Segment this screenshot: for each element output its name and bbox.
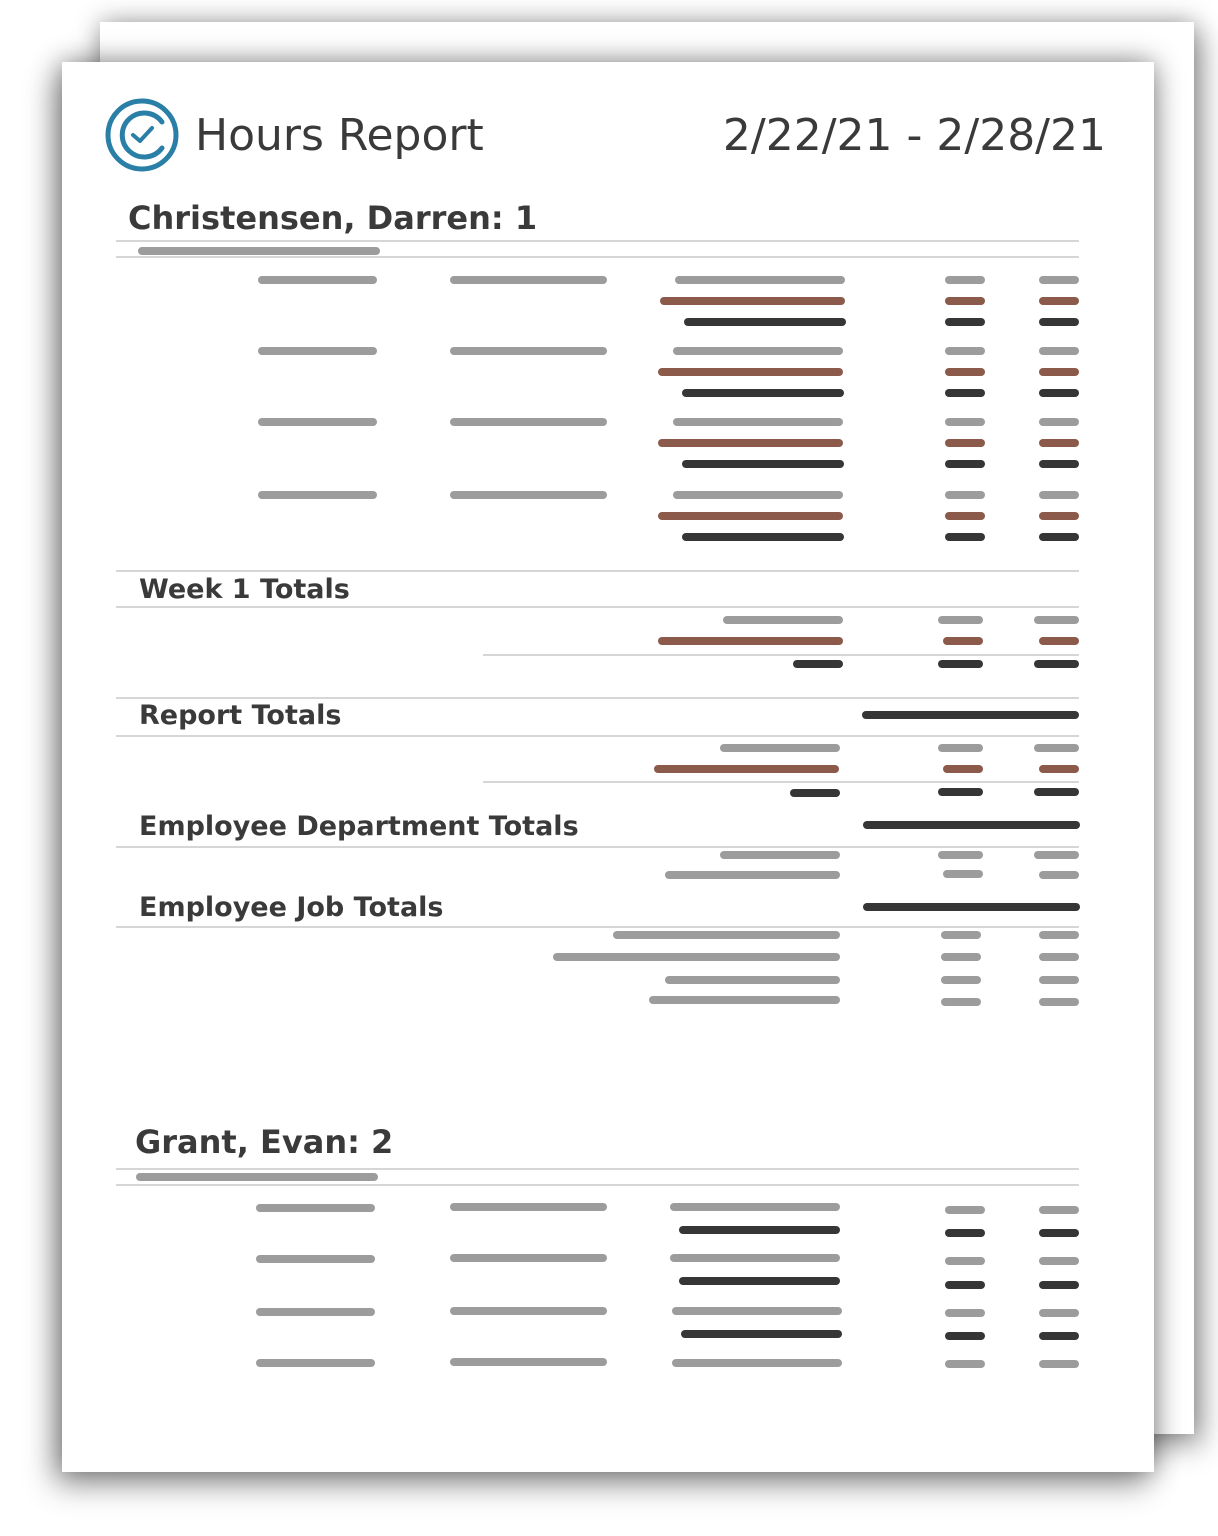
placeholder-bar [1039,1281,1079,1289]
placeholder-bar [1039,460,1079,468]
divider [483,781,1079,783]
placeholder-bar [945,1332,985,1340]
placeholder-bar [1039,1360,1079,1368]
divider [116,606,1079,608]
placeholder-bar [862,711,1079,719]
placeholder-bar [945,297,985,305]
placeholder-bar [1034,851,1079,859]
placeholder-bar [720,744,840,752]
divider [116,735,1079,737]
placeholder-bar [1039,871,1079,879]
placeholder-bar [945,439,985,447]
placeholder-bar [945,1229,985,1237]
placeholder-bar [553,953,840,961]
divider [116,1184,1079,1186]
placeholder-bar [945,460,985,468]
placeholder-bar [684,318,846,326]
divider [116,926,1079,928]
placeholder-bar [673,418,843,426]
placeholder-bar [1039,347,1079,355]
placeholder-bar [941,976,981,984]
placeholder-bar [1039,976,1079,984]
placeholder-bar [723,616,843,624]
placeholder-bar [658,637,843,645]
placeholder-bar [1039,1206,1079,1214]
placeholder-bar [256,1359,375,1367]
placeholder-bar [1039,368,1079,376]
placeholder-bar [945,1206,985,1214]
placeholder-bar [673,347,843,355]
placeholder-bar [682,460,844,468]
placeholder-bar [613,931,840,939]
placeholder-bar [1039,1229,1079,1237]
placeholder-bar [136,1173,378,1181]
placeholder-bar [450,1307,607,1315]
placeholder-bar [649,996,840,1004]
placeholder-bar [945,276,985,284]
placeholder-bar [943,870,983,878]
report-totals-heading: Report Totals [139,700,342,731]
placeholder-bar [720,851,840,859]
placeholder-bar [450,418,607,426]
placeholder-bar [138,247,380,255]
divider [483,654,1079,656]
placeholder-bar [938,616,983,624]
placeholder-bar [1034,660,1079,668]
placeholder-bar [256,1255,375,1263]
placeholder-bar [658,439,843,447]
placeholder-bar [258,276,377,284]
placeholder-bar [943,637,983,645]
placeholder-bar [1039,1332,1079,1340]
week-totals-heading: Week 1 Totals [139,574,350,605]
placeholder-bar [1039,533,1079,541]
placeholder-bar [938,851,983,859]
placeholder-bar [941,998,981,1006]
placeholder-bar [672,1307,842,1315]
clock-c-logo-icon [104,97,180,173]
placeholder-bar [945,1309,985,1317]
placeholder-bar [1039,276,1079,284]
placeholder-bar [1039,491,1079,499]
placeholder-bar [670,1254,840,1262]
placeholder-bar [1039,765,1079,773]
placeholder-bar [450,276,607,284]
placeholder-bar [1039,998,1079,1006]
placeholder-bar [681,1330,842,1338]
placeholder-bar [258,347,377,355]
placeholder-bar [1039,418,1079,426]
divider [116,846,1079,848]
placeholder-bar [450,1254,607,1262]
employee-heading-2: Grant, Evan: 2 [135,1123,394,1161]
employee-heading-1: Christensen, Darren: 1 [128,199,538,237]
placeholder-bar [658,368,843,376]
job-totals-heading: Employee Job Totals [139,892,444,923]
placeholder-bar [1039,297,1079,305]
placeholder-bar [1039,512,1079,520]
placeholder-bar [945,318,985,326]
placeholder-bar [945,347,985,355]
placeholder-bar [675,276,845,284]
placeholder-bar [1039,318,1079,326]
placeholder-bar [682,533,844,541]
report-title: Hours Report [195,110,484,161]
placeholder-bar [945,533,985,541]
placeholder-bar [863,903,1080,911]
placeholder-bar [938,660,983,668]
report-page-sheet [62,62,1154,1472]
placeholder-bar [679,1277,840,1285]
placeholder-bar [945,1360,985,1368]
placeholder-bar [945,1257,985,1265]
placeholder-bar [673,491,843,499]
divider [116,240,1079,242]
placeholder-bar [1034,616,1079,624]
placeholder-bar [863,821,1080,829]
placeholder-bar [256,1204,375,1212]
placeholder-bar [945,389,985,397]
placeholder-bar [1039,931,1079,939]
placeholder-bar [790,789,840,797]
divider [116,697,1079,699]
placeholder-bar [665,976,840,984]
placeholder-bar [938,788,983,796]
placeholder-bar [945,1281,985,1289]
divider [116,570,1079,572]
placeholder-bar [941,931,981,939]
placeholder-bar [665,871,840,879]
placeholder-bar [1039,637,1079,645]
divider [116,256,1079,258]
placeholder-bar [256,1308,375,1316]
placeholder-bar [450,347,607,355]
placeholder-bar [945,418,985,426]
placeholder-bar [938,744,983,752]
department-totals-heading: Employee Department Totals [139,811,579,842]
placeholder-bar [1039,953,1079,961]
placeholder-bar [1039,1309,1079,1317]
report-date-range: 2/22/21 - 2/28/21 [722,110,1106,161]
placeholder-bar [941,953,981,961]
divider [116,1168,1079,1170]
placeholder-bar [682,389,844,397]
placeholder-bar [658,512,843,520]
placeholder-bar [670,1203,840,1211]
placeholder-bar [1039,439,1079,447]
placeholder-bar [679,1226,840,1234]
placeholder-bar [943,765,983,773]
placeholder-bar [660,297,845,305]
placeholder-bar [945,512,985,520]
placeholder-bar [258,418,377,426]
placeholder-bar [793,660,843,668]
placeholder-bar [1034,744,1079,752]
placeholder-bar [1039,1257,1079,1265]
placeholder-bar [945,491,985,499]
placeholder-bar [672,1359,842,1367]
placeholder-bar [654,765,839,773]
placeholder-bar [450,1358,607,1366]
placeholder-bar [1034,788,1079,796]
placeholder-bar [450,491,607,499]
placeholder-bar [945,368,985,376]
placeholder-bar [1039,389,1079,397]
placeholder-bar [258,491,377,499]
placeholder-bar [450,1203,607,1211]
